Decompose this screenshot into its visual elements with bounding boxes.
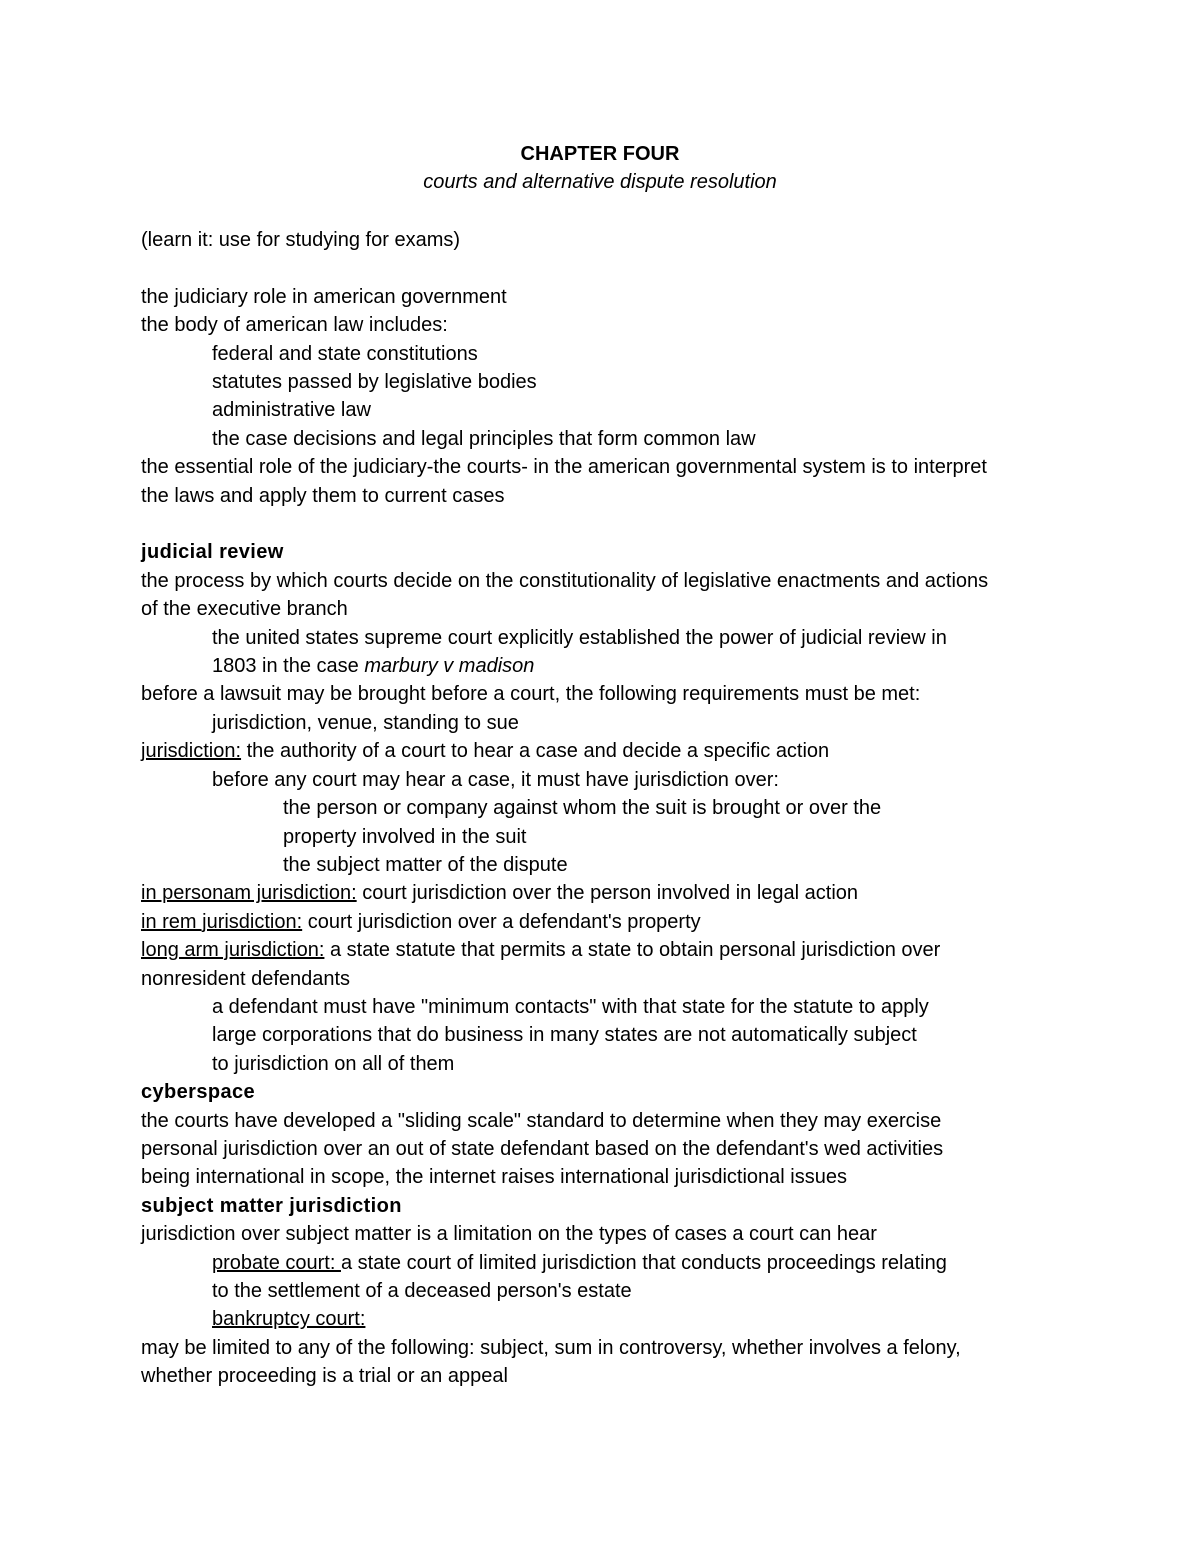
sub-list-item: the person or company against whom the suit is brought or over the: [283, 797, 882, 820]
term: jurisdiction:: [141, 740, 242, 763]
list-item: large corporations that do business in many states are not automatically subject: [212, 1024, 917, 1047]
list-item: [141, 652, 1071, 680]
list-item: before any court may hear a case, it must have jurisdiction over:: [212, 768, 779, 791]
section-heading-cyberspace: cyberspace: [141, 1081, 256, 1104]
text-line: the body of american law includes:: [141, 314, 448, 337]
definition-line: [141, 737, 1071, 765]
definition-line: [141, 1249, 1071, 1277]
list-item: administrative law: [212, 399, 371, 422]
study-note: (learn it: use for studying for exams): [141, 229, 461, 251]
text-span: 1803 in the case: [212, 655, 365, 678]
term: bankruptcy court:: [212, 1308, 366, 1331]
text-line: the courts have developed a "sliding scale" standard to determine when they may exercise: [141, 1109, 942, 1132]
text-line: the laws and apply them to current cases: [141, 484, 505, 507]
list-item: to the settlement of a deceased person's estate: [212, 1280, 632, 1302]
list-item: federal and state constitutions: [212, 342, 478, 365]
sub-list-item: property involved in the suit: [283, 825, 527, 848]
definition: court jurisdiction over the person involved in legal action: [356, 882, 859, 905]
blank-line: [141, 254, 1071, 282]
definition-line: [141, 908, 1071, 936]
section-heading-judicial-review: judicial review: [141, 541, 284, 564]
text-line: whether proceeding is a trial or an appeal: [141, 1365, 508, 1388]
text-line: may be limited to any of the following: subject, sum in controversy, whether involves a felony,: [141, 1336, 961, 1359]
term: in personam jurisdiction:: [141, 882, 357, 905]
text-line: before a lawsuit may be brought before a court, the following requirements must be met:: [141, 683, 921, 706]
text-line: the process by which courts decide on the constitutionality of legislative enactments and actions: [141, 569, 989, 592]
text-line: of the executive branch: [141, 598, 348, 621]
list-item: the case decisions and legal principles that form common law: [212, 427, 756, 450]
text-line: nonresident defendants: [141, 967, 351, 990]
list-item: jurisdiction, venue, standing to sue: [212, 711, 519, 734]
definition: a state statute that permits a state to obtain personal jurisdiction over: [324, 939, 941, 962]
sub-list-item: the subject matter of the dispute: [283, 853, 568, 876]
chapter-subtitle: courts and alternative dispute resolution: [423, 171, 777, 193]
definition-line: [141, 879, 1071, 907]
list-item: statutes passed by legislative bodies: [212, 371, 537, 394]
definition: a state court of limited jurisdiction that conducts proceedings relating: [340, 1251, 947, 1274]
definition-line: [141, 1305, 1071, 1333]
section-heading-subject-matter: subject matter jurisdiction: [141, 1194, 402, 1217]
term: probate court:: [212, 1251, 341, 1274]
chapter-title: CHAPTER FOUR: [520, 143, 680, 165]
list-item: a defendant must have "minimum contacts" with that state for the statute to apply: [212, 995, 929, 1018]
text-line: the judiciary role in american government: [141, 285, 507, 308]
definition: court jurisdiction over a defendant's property: [302, 910, 701, 933]
text-line: personal jurisdiction over an out of state defendant based on the defendant's wed activities: [141, 1137, 944, 1160]
list-item: to jurisdiction on all of them: [212, 1052, 455, 1075]
term: in rem jurisdiction:: [141, 910, 303, 933]
text-line: being international in scope, the internet raises international jurisdictional issues: [141, 1166, 847, 1189]
text-line: jurisdiction over subject matter is a limitation on the types of cases a court can hear: [141, 1223, 877, 1246]
definition: the authority of a court to hear a case and decide a specific action: [241, 740, 830, 763]
case-name: marbury v madison: [364, 655, 535, 678]
term: long arm jurisdiction:: [141, 939, 325, 962]
list-item: the united states supreme court explicitly established the power of judicial review in: [212, 626, 947, 649]
definition-line: [141, 936, 1071, 964]
document-body: [141, 226, 1071, 1391]
blank-line: [141, 510, 1071, 538]
text-line: the essential role of the judiciary-the courts- in the american governmental system is to interpret: [141, 456, 987, 479]
